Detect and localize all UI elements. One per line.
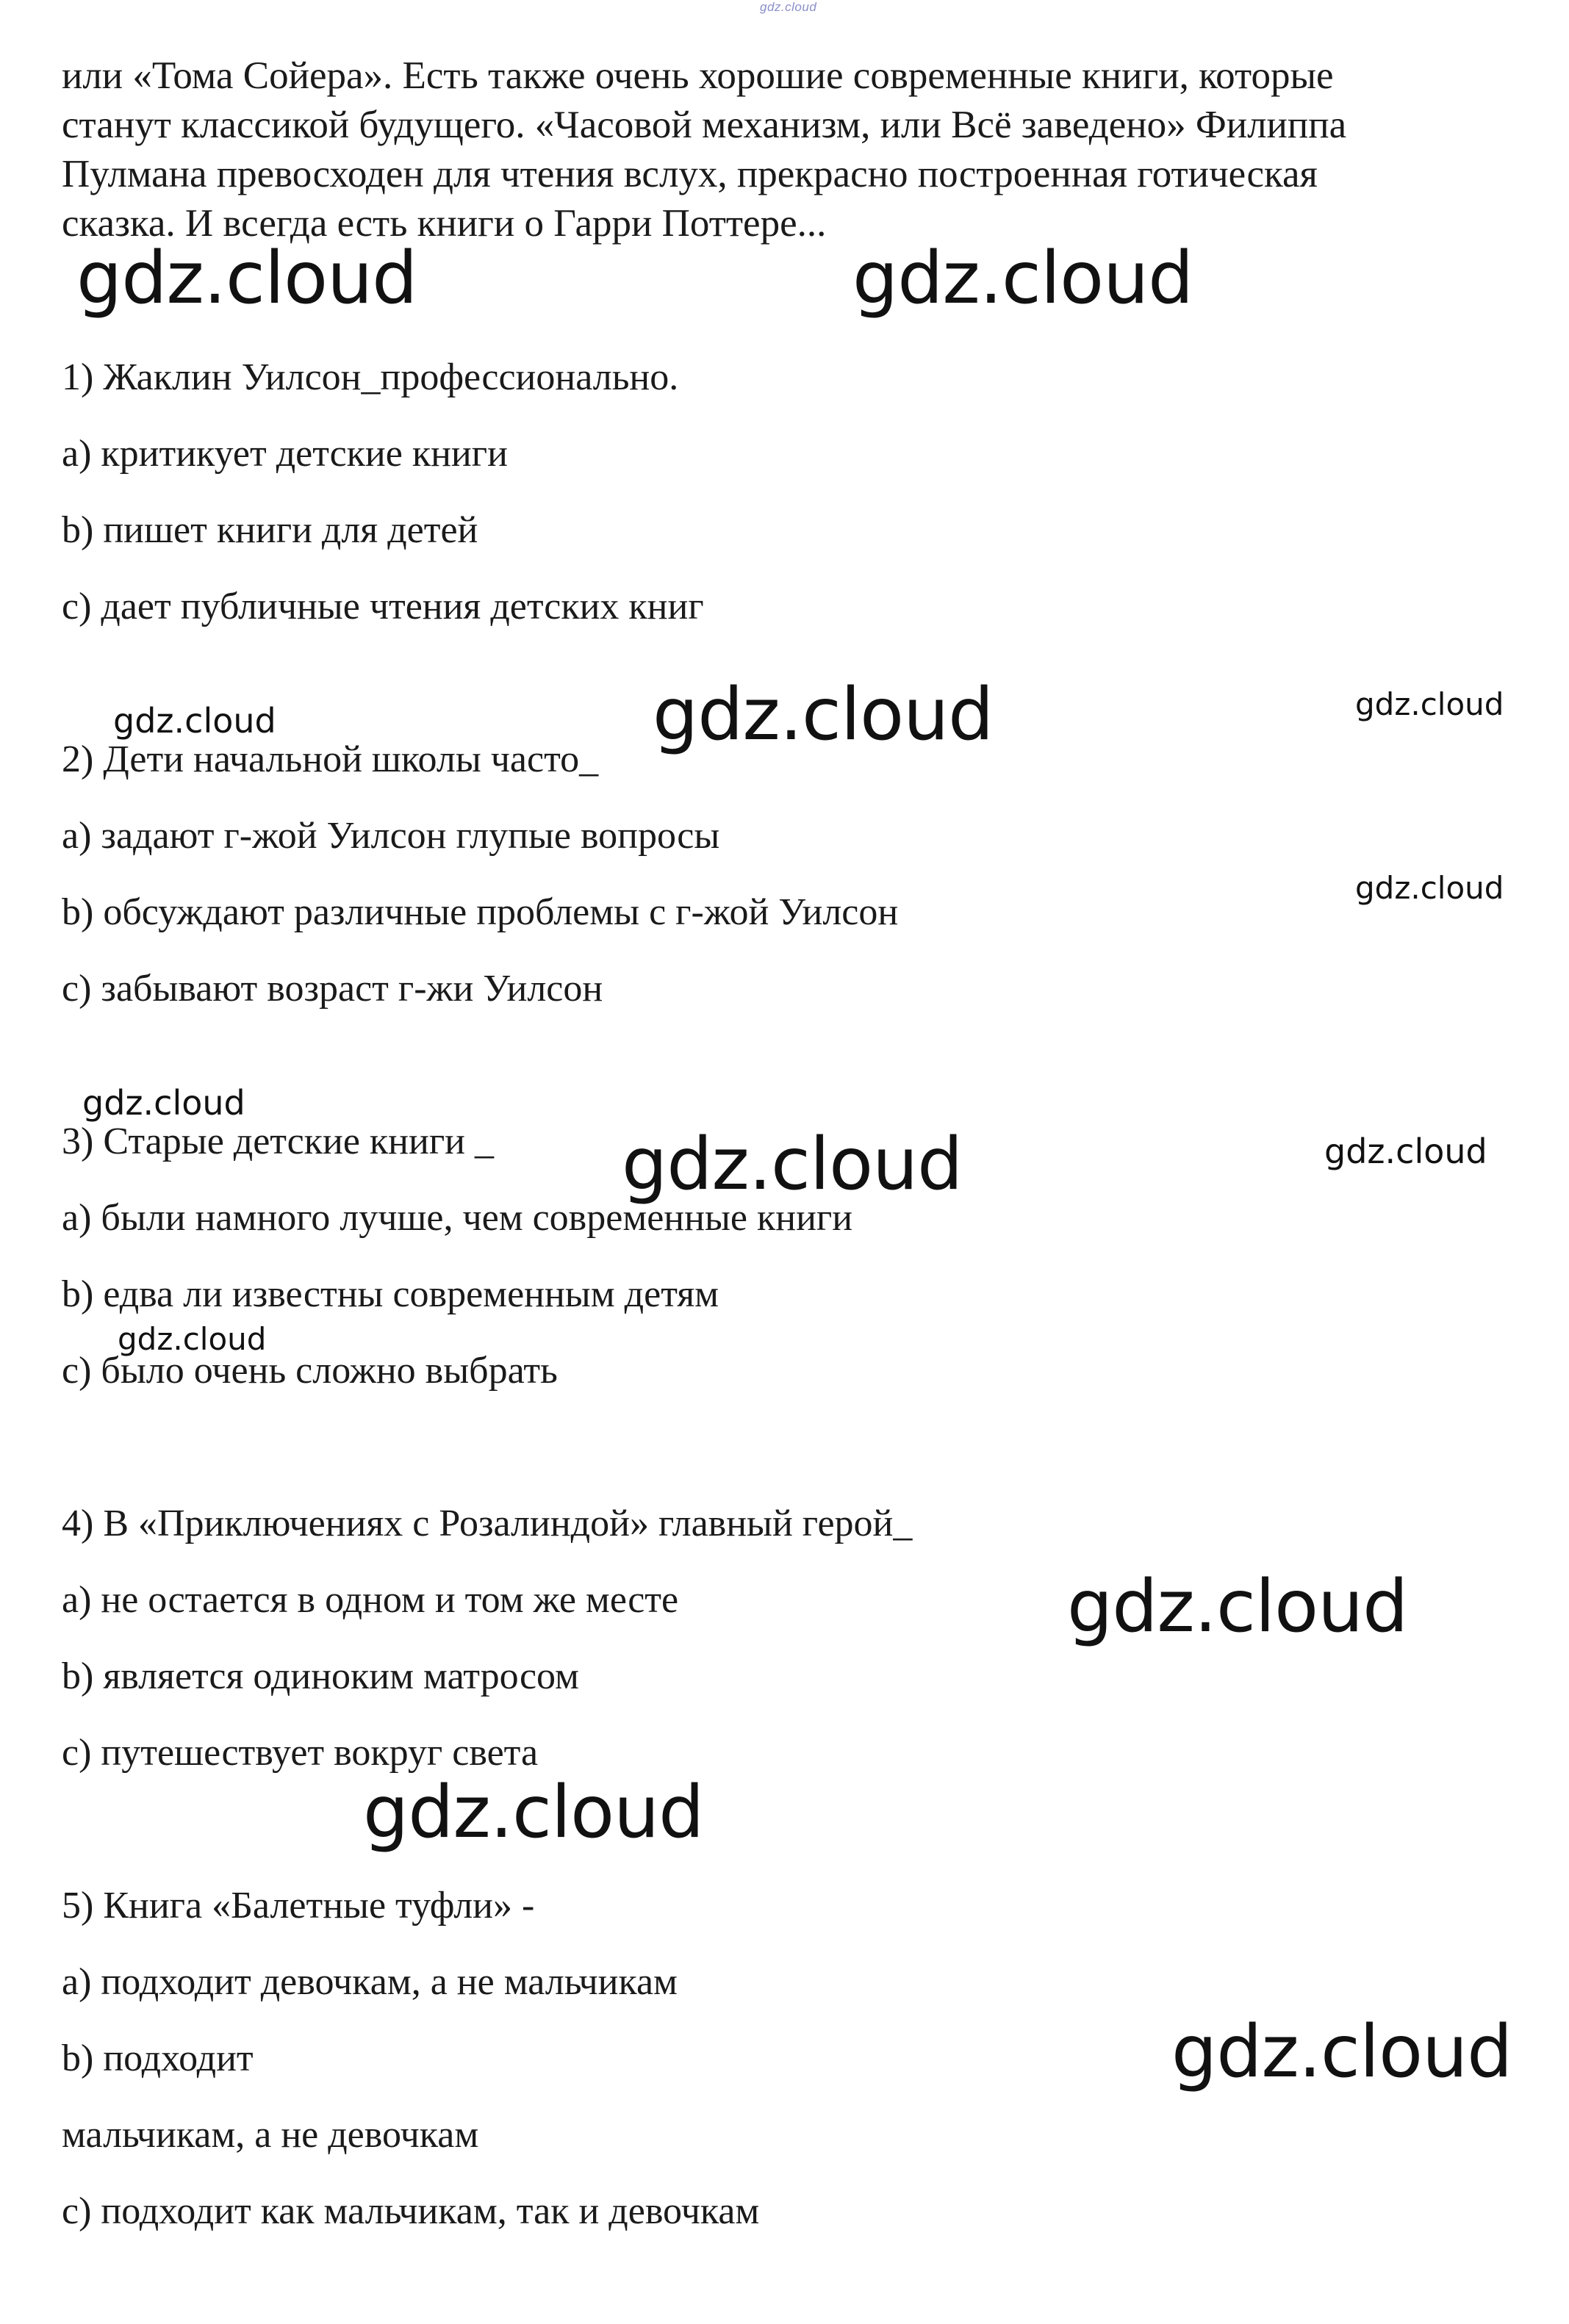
question-4-option-a: a) не остается в одном и том же месте (62, 1579, 679, 1621)
question-1-prompt: 1) Жаклин Уилсон_профессионально. (62, 356, 679, 398)
question-5-option-b: b) подходит (62, 2037, 254, 2079)
intro-line: Пулмана превосходен для чтения вслух, прекрасно построенная готическая (62, 153, 1318, 195)
question-5-option-c: c) подходит как мальчикам, так и девочкам (62, 2190, 760, 2232)
question-5-option-a: a) подходит девочкам, а не мальчикам (62, 1961, 678, 2003)
question-5-prompt: 5) Книга «Балетные туфли» - (62, 1885, 535, 1927)
watermark-text: gdz.cloud (1355, 686, 1504, 722)
question-1-option-c: c) дает публичные чтения детских книг (62, 586, 704, 627)
watermark-text: gdz.cloud (82, 1083, 245, 1123)
watermark-text: gdz.cloud (1067, 1565, 1408, 1649)
intro-paragraph (62, 51, 1517, 248)
watermark-text: gdz.cloud (1355, 870, 1504, 906)
watermark-text: gdz.cloud (653, 673, 994, 757)
watermark-text: gdz.cloud (113, 701, 276, 741)
question-4-prompt: 4) В «Приключениях с Розалиндой» главный герой_ (62, 1503, 913, 1544)
watermark-text: gdz.cloud (1171, 2010, 1512, 2094)
question-4-option-c: c) путешествует вокруг света (62, 1732, 539, 1774)
question-5-option-b-continued: мальчикам, а не девочкам (62, 2114, 479, 2156)
watermark-text: gdz.cloud (1324, 1132, 1487, 1171)
question-2-option-b: b) обсуждают различные проблемы с г-жой Уилсон (62, 891, 899, 933)
question-3-option-a: a) были намного лучше, чем современные книги (62, 1197, 853, 1239)
question-1-option-a: a) критикует детские книги (62, 433, 508, 475)
question-2-prompt: 2) Дети начальной школы часто_ (62, 738, 599, 780)
question-2-option-a: a) задают г-жой Уилсон глупые вопросы (62, 815, 720, 857)
question-3-option-b: b) едва ли известны современным детям (62, 1273, 719, 1315)
watermark-text: gdz.cloud (118, 1321, 267, 1357)
intro-line: сказка. И всегда есть книги о Гарри Поттере... (62, 202, 827, 245)
question-3-prompt: 3) Старые детские книги _ (62, 1120, 494, 1162)
watermark-text: gdz.cloud (852, 237, 1193, 320)
question-2-option-c: c) забывают возраст г-жи Уилсон (62, 968, 603, 1010)
watermark-text: gdz.cloud (76, 237, 417, 320)
intro-line: станут классикой будущего. «Часовой механизм, или Всё заведено» Филиппа (62, 104, 1347, 146)
intro-line: или «Тома Сойера». Есть также очень хорошие современные книги, которые (62, 54, 1334, 97)
question-4-option-b: b) является одиноким матросом (62, 1655, 579, 1697)
watermark-text: gdz.cloud (622, 1123, 963, 1206)
question-1-option-b: b) пишет книги для детей (62, 509, 478, 551)
question-3-option-c: c) было очень сложно выбрать (62, 1350, 558, 1392)
page-header-mark: gdz.cloud (760, 0, 817, 14)
watermark-text: gdz.cloud (363, 1771, 704, 1854)
